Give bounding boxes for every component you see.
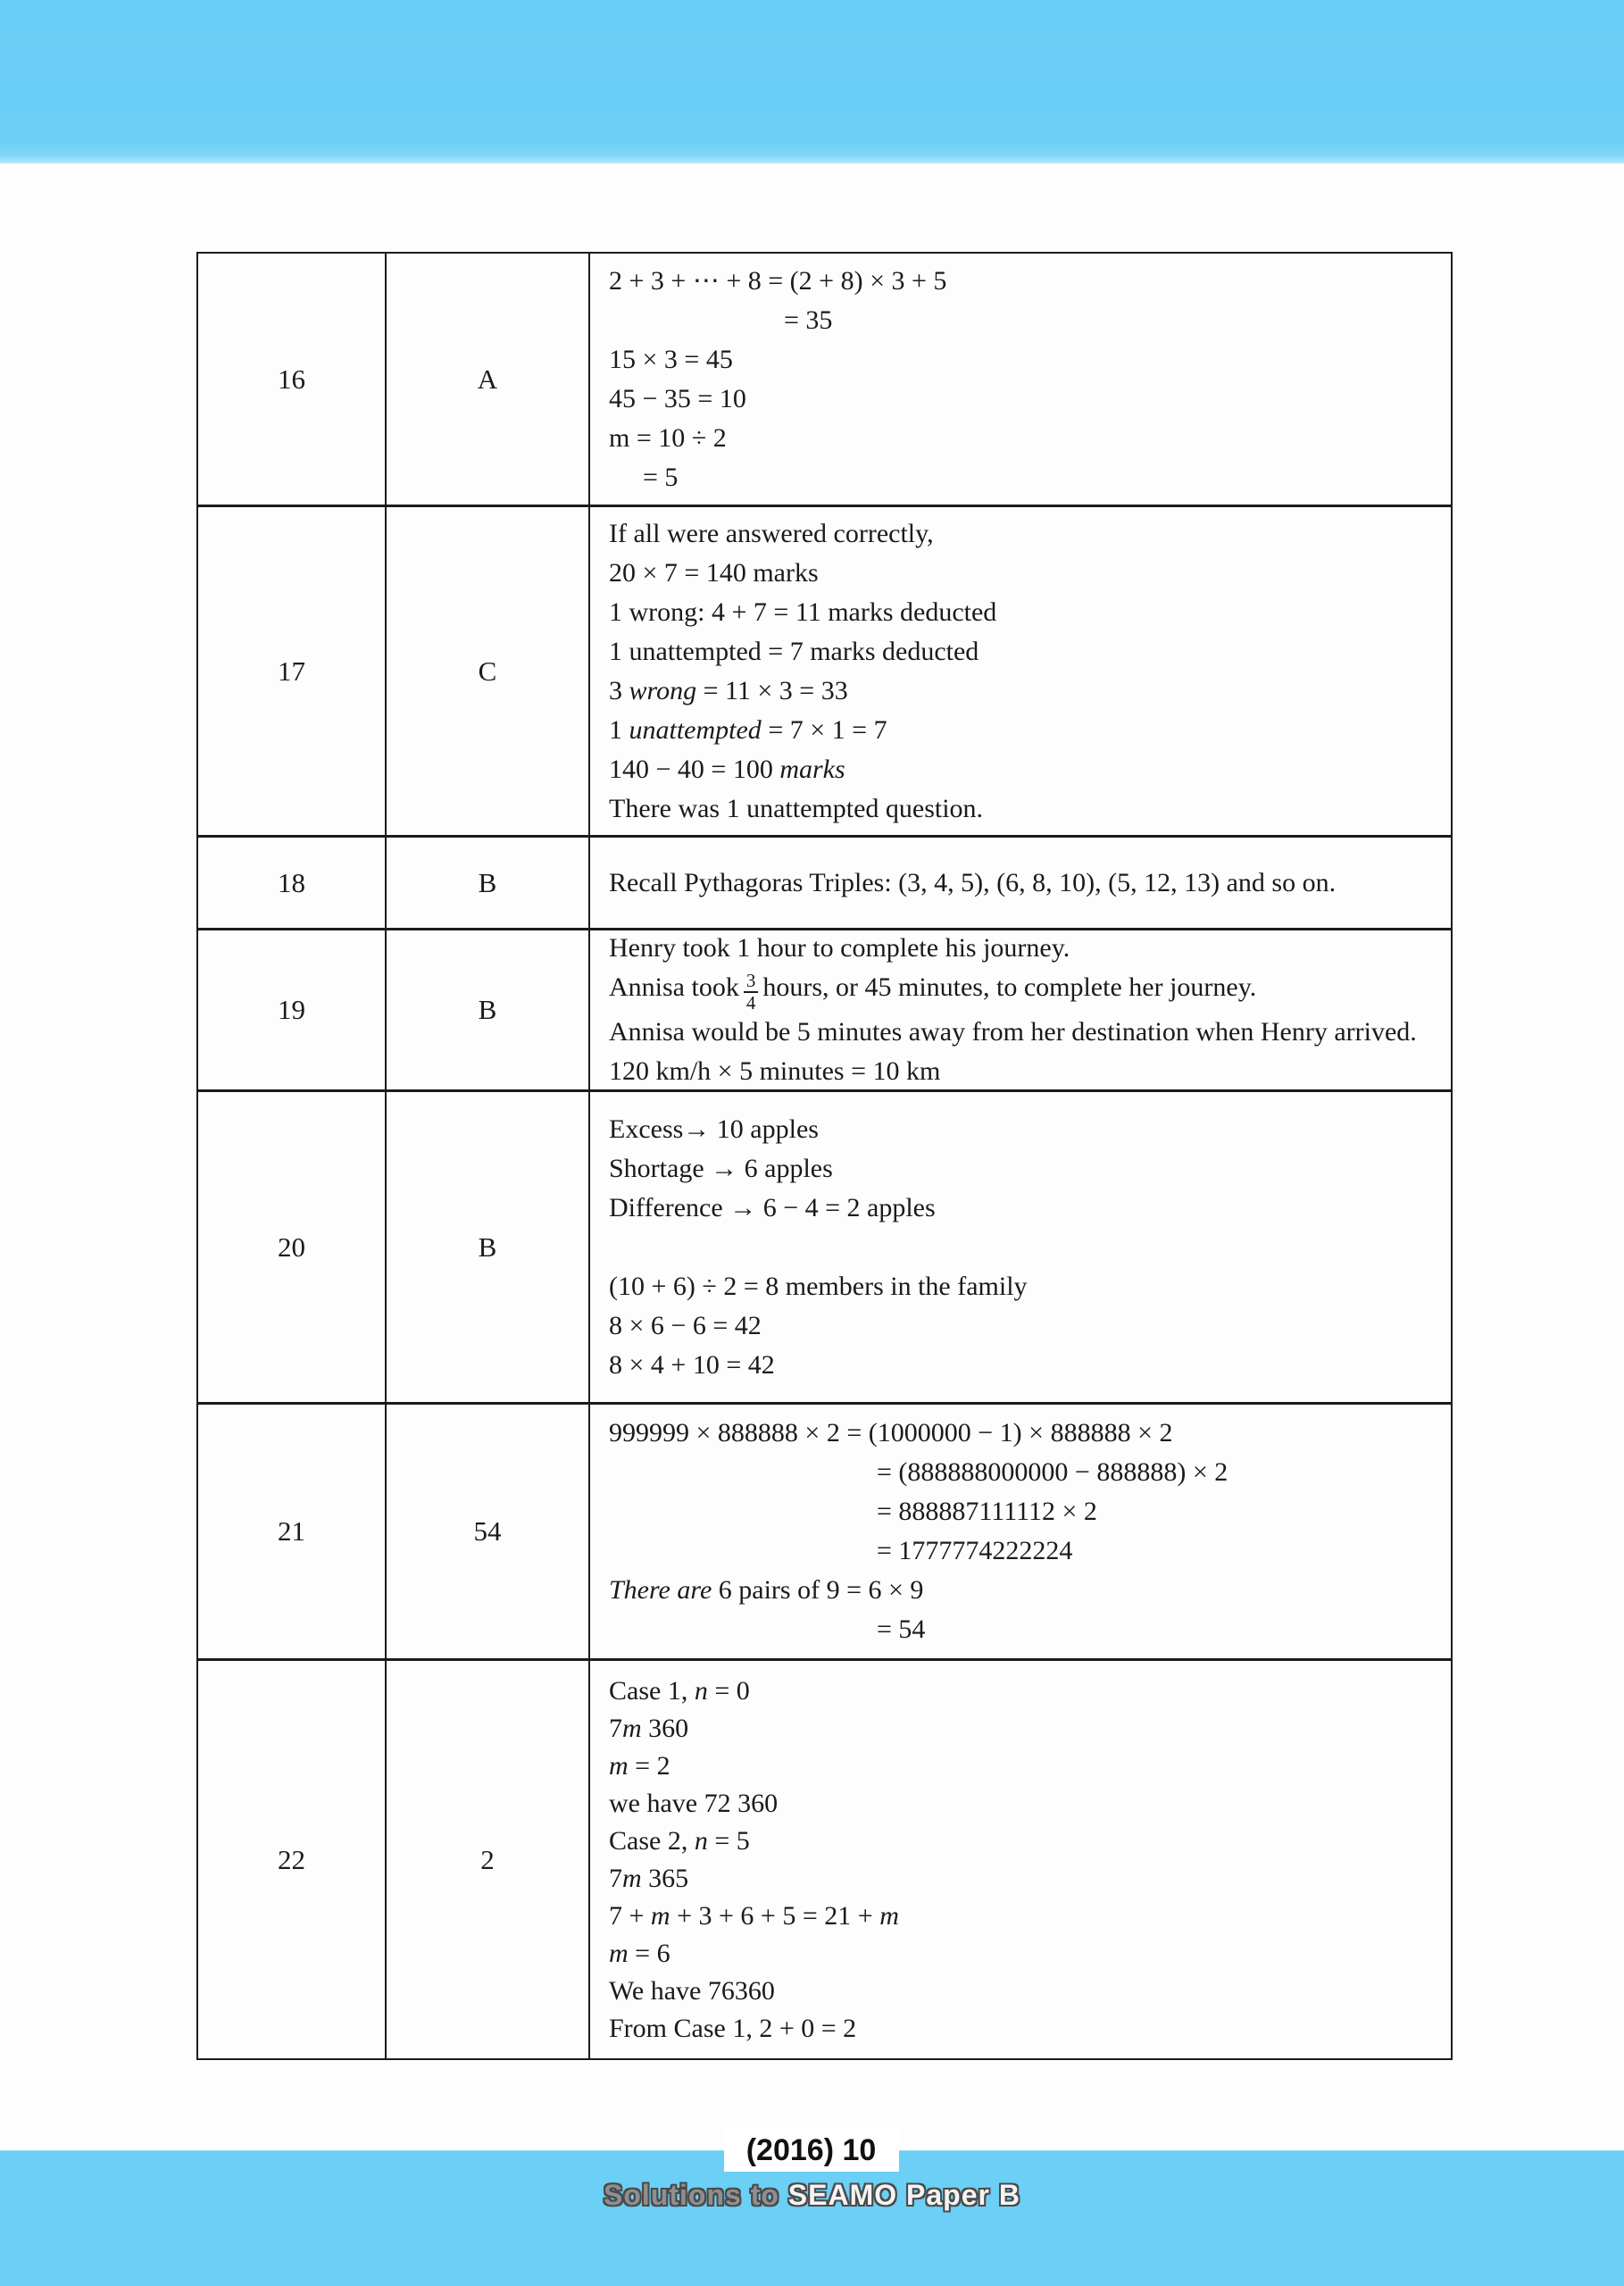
solution-cell — [588, 1405, 1451, 1658]
solution-line — [609, 1267, 1445, 1306]
solution-line — [609, 514, 1445, 554]
solution-text: + 3 + 6 + 5 = 21 + — [670, 1900, 880, 1931]
answer-label: B — [478, 866, 497, 898]
solution-cell — [588, 838, 1451, 928]
answer-label: 2 — [480, 1843, 495, 1875]
solution-line — [609, 380, 1445, 419]
solution-line — [609, 340, 1445, 380]
solution-text: Difference → 6 − 4 = 2 apples — [609, 1192, 936, 1222]
answer-label: A — [477, 363, 498, 395]
question-number-cell — [198, 507, 385, 835]
solution-line — [609, 301, 1445, 340]
solution-text: Annisa took — [609, 972, 739, 1002]
solution-line — [609, 1898, 1445, 1935]
solution-text: 7 — [609, 1713, 622, 1743]
answer-label: C — [478, 655, 497, 687]
question-number-cell — [198, 254, 385, 505]
solution-text: 365 — [641, 1863, 689, 1893]
solution-line — [609, 930, 1445, 968]
solution-text: m = 10 ÷ 2 — [609, 422, 727, 453]
answer-label: B — [478, 1231, 497, 1263]
solution-line — [609, 1189, 1445, 1228]
solution-cell — [588, 507, 1451, 835]
solution-line — [609, 458, 1445, 497]
solution-cell — [588, 1092, 1451, 1402]
solution-line — [609, 1710, 1445, 1748]
solution-line — [609, 1414, 1445, 1453]
solution-text: m — [622, 1713, 642, 1743]
solution-text: n — [694, 1825, 708, 1856]
table-row — [198, 835, 1451, 928]
solution-text: Henry took 1 hour to complete his journey. — [609, 932, 1070, 963]
question-number: 21 — [278, 1515, 305, 1547]
solution-text: 6 pairs of 9 = 6 × 9 — [712, 1575, 924, 1605]
question-number: 22 — [278, 1843, 305, 1875]
solution-cell — [588, 254, 1451, 505]
solution-line — [609, 864, 1445, 903]
table-row — [198, 1658, 1451, 2058]
answer-cell — [385, 254, 588, 505]
solution-text: Case 1, — [609, 1675, 695, 1706]
solution-text: n — [694, 1675, 708, 1706]
solution-text: Recall Pythagoras Triples: (3, 4, 5), (6, 8, 10), (5, 12, 13) and so on. — [609, 867, 1337, 897]
header-band — [0, 0, 1624, 163]
fraction — [744, 971, 759, 1013]
solution-text: Excess→ 10 apples — [609, 1114, 819, 1144]
solution-line — [609, 1492, 1445, 1531]
table-row — [198, 1089, 1451, 1402]
solution-text: marks — [779, 754, 845, 784]
solution-line — [609, 1306, 1445, 1346]
answer-label: B — [478, 994, 497, 1025]
page-number-box — [724, 2129, 899, 2172]
solution-blank-line — [609, 1228, 1445, 1267]
solution-text: Annisa would be 5 minutes away from her destination when Henry arrived. — [609, 1017, 1417, 1047]
solution-text: (10 + 6) ÷ 2 = 8 members in the family — [609, 1271, 1028, 1301]
footer-title — [0, 2179, 1624, 2212]
solution-text: Shortage → 6 apples — [609, 1153, 833, 1183]
solution-text: 120 km/h × 5 minutes = 10 km — [609, 1056, 941, 1087]
question-number-cell — [198, 1405, 385, 1658]
solution-text: = 6 — [628, 1938, 670, 1968]
solutions-table — [196, 252, 1453, 2060]
solution-text: = 7 × 1 = 7 — [761, 714, 887, 745]
solution-text: 7 — [609, 1863, 622, 1893]
solution-line — [609, 1110, 1445, 1149]
solution-text: We have 76360 — [609, 1975, 775, 2006]
solution-text: 1 wrong: 4 + 7 = 11 marks deducted — [609, 597, 997, 627]
question-number: 20 — [278, 1231, 305, 1263]
question-number: 19 — [278, 994, 305, 1025]
answer-cell — [385, 1092, 588, 1402]
question-number: 18 — [278, 866, 305, 898]
table-row — [198, 505, 1451, 835]
solution-text: = 5 — [643, 462, 679, 492]
solution-text: 8 × 4 + 10 = 42 — [609, 1349, 775, 1380]
solution-line — [609, 2010, 1445, 2048]
solution-text: m — [609, 1938, 629, 1968]
solution-line — [609, 1149, 1445, 1189]
solution-line — [609, 1453, 1445, 1492]
solution-text: 1 — [609, 714, 629, 745]
solution-text: = 5 — [707, 1825, 750, 1856]
footer-title-part1: Solutions to — [604, 2179, 779, 2211]
fraction-denominator: 4 — [744, 991, 759, 1014]
solution-text: = 11 × 3 = 33 — [696, 675, 848, 705]
solution-line — [609, 1823, 1445, 1860]
solution-line — [609, 750, 1445, 789]
answer-cell — [385, 930, 588, 1089]
solution-line — [609, 789, 1445, 829]
question-number-cell — [198, 1092, 385, 1402]
solution-text: 360 — [641, 1713, 689, 1743]
solution-text: Case 2, — [609, 1825, 695, 1856]
solution-text: we have 72 360 — [609, 1788, 779, 1818]
solution-text: m — [622, 1863, 642, 1893]
solution-text: = 54 — [877, 1614, 926, 1644]
answer-cell — [385, 838, 588, 928]
solution-text: 2 + 3 + ⋯ + 8 = (2 + 8) × 3 + 5 — [609, 265, 947, 296]
solution-line — [609, 672, 1445, 711]
solution-line — [609, 1571, 1445, 1610]
solution-text: m — [650, 1900, 670, 1931]
solution-text: = 35 — [784, 305, 833, 335]
solution-line — [609, 554, 1445, 593]
solution-line — [609, 1610, 1445, 1649]
question-number: 16 — [278, 363, 305, 395]
solution-text: 15 × 3 = 45 — [609, 344, 733, 374]
answer-cell — [385, 507, 588, 835]
answer-label: 54 — [473, 1515, 502, 1547]
question-number-cell — [198, 838, 385, 928]
footer-title-part2: SEAMO Paper B — [779, 2179, 1020, 2211]
solution-text: = 2 — [628, 1750, 670, 1781]
solution-line — [609, 968, 1445, 1014]
solution-line — [609, 1013, 1445, 1052]
answer-cell — [385, 1405, 588, 1658]
page-number-label: (2016) 10 — [745, 2132, 877, 2167]
solution-line — [609, 1973, 1445, 2010]
solution-text: 7 + — [609, 1900, 651, 1931]
solution-text: m — [879, 1900, 899, 1931]
solution-line — [609, 262, 1445, 301]
solution-line — [609, 711, 1445, 750]
solution-text: 999999 × 888888 × 2 = (1000000 − 1) × 888888 × 2 — [609, 1418, 1173, 1448]
solution-text: = 888887111112 × 2 — [877, 1497, 1097, 1526]
solution-text: = (888888000000 − 888888) × 2 — [877, 1457, 1228, 1487]
table-row — [198, 928, 1451, 1089]
solution-text: m — [609, 1750, 629, 1781]
table-row — [198, 1402, 1451, 1658]
solution-line — [609, 1052, 1445, 1089]
question-number: 17 — [278, 655, 305, 687]
answer-cell — [385, 1661, 588, 2058]
solution-line — [609, 1346, 1445, 1385]
question-number-cell — [198, 1661, 385, 2058]
solution-line — [609, 1531, 1445, 1571]
solution-text: 20 × 7 = 140 marks — [609, 557, 819, 588]
solution-line — [609, 1860, 1445, 1898]
solution-text: There are — [609, 1575, 712, 1605]
solution-text: There was 1 unattempted question. — [609, 793, 984, 823]
solution-text: = 0 — [707, 1675, 750, 1706]
solution-line — [609, 1748, 1445, 1785]
solution-text: hours, or 45 minutes, to complete her journey. — [762, 972, 1257, 1002]
solution-text: 140 − 40 = 100 — [609, 754, 780, 784]
solution-cell — [588, 930, 1451, 1089]
solution-line — [609, 419, 1445, 458]
solution-cell — [588, 1661, 1451, 2058]
solution-text: = 1777774222224 — [877, 1536, 1073, 1565]
solution-text: wrong — [629, 675, 697, 705]
table-row — [198, 254, 1451, 505]
solution-text: If all were answered correctly, — [609, 518, 934, 548]
solution-line — [609, 632, 1445, 672]
solution-text: 3 — [609, 675, 629, 705]
solution-line — [609, 593, 1445, 632]
solution-line — [609, 1673, 1445, 1710]
solution-text: From Case 1, 2 + 0 = 2 — [609, 2013, 857, 2043]
solution-text: 1 unattempted = 7 marks deducted — [609, 636, 979, 666]
solution-line — [609, 1785, 1445, 1823]
solution-line — [609, 1935, 1445, 1973]
fraction-numerator: 3 — [745, 970, 756, 991]
question-number-cell — [198, 930, 385, 1089]
solution-text: unattempted — [629, 714, 762, 745]
solution-text: 8 × 6 − 6 = 42 — [609, 1310, 762, 1340]
solution-text: 45 − 35 = 10 — [609, 383, 746, 413]
